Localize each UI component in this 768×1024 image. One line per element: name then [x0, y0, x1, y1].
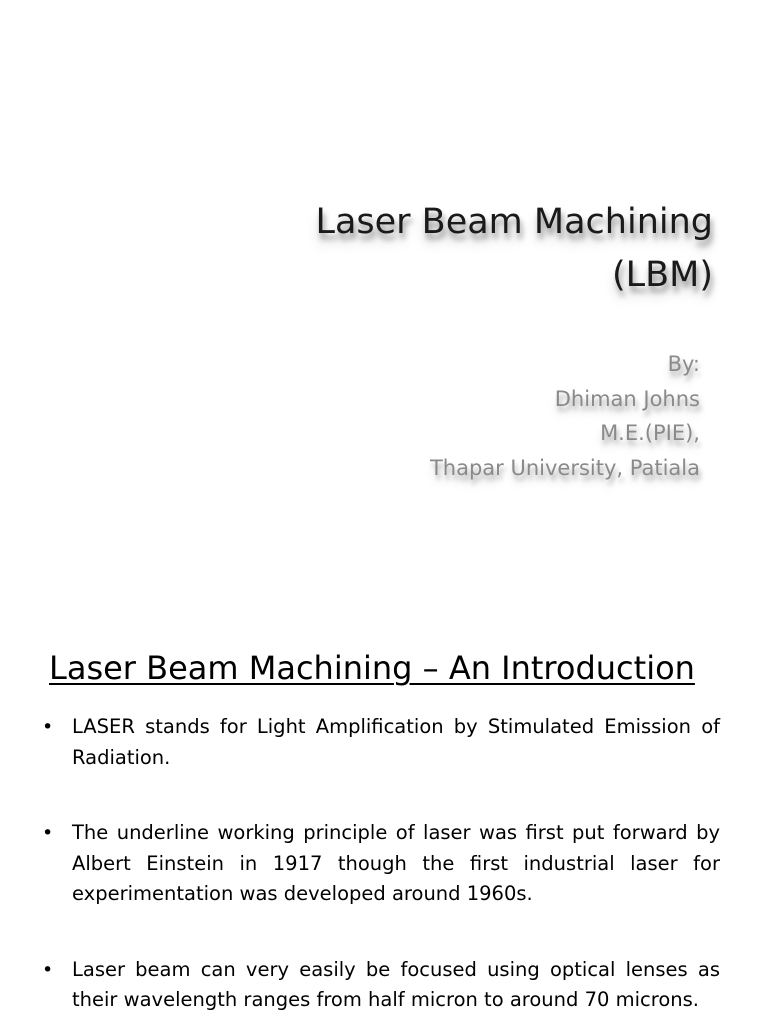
bullet-dot-icon: • [42, 958, 54, 981]
slide-title [113, 196, 713, 302]
slide-subtitle [200, 347, 700, 485]
bullet-text: Laser beam can very easily be focused using optical lenses as their wavelength ranges from half micron to around 70 microns. [72, 957, 720, 1011]
subtitle-line-university: Thapar University, Patiala [429, 455, 700, 480]
bullet-list [40, 712, 720, 1024]
slide-title-line-2: (LBM) [611, 255, 713, 295]
bullet-dot-icon: • [42, 716, 54, 738]
bullet-item [40, 818, 720, 910]
intro-heading: Laser Beam Machining – An Introduction [49, 649, 695, 687]
subtitle-line-degree: M.E.(PIE), [600, 421, 700, 445]
bullet-text: LASER stands for Light Amplification by Stimulated Emission of Radiation. [72, 715, 720, 769]
bullet-item [40, 712, 720, 773]
subtitle-line-by: By: [667, 352, 700, 376]
bullet-text: The underline working principle of laser was first put forward by Albert Einstein in 1917 though the first industrial laser for experimentation was developed around 1960s. [72, 821, 720, 905]
bullet-item [40, 955, 720, 1016]
slide-title-line-1: Laser Beam Machining [315, 202, 713, 242]
bullet-dot-icon: • [42, 822, 54, 844]
intro-slide [0, 610, 768, 1024]
subtitle-line-author: Dhiman Johns [554, 386, 700, 411]
